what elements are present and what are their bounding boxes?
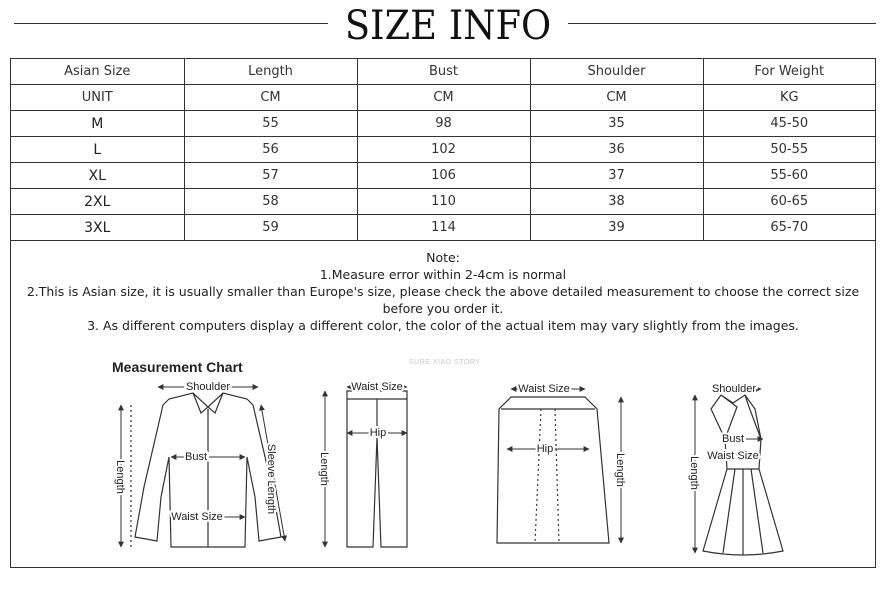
length-cell: 57 [184, 163, 357, 189]
header [0, 0, 891, 52]
size-cell: 3XL [11, 215, 184, 241]
unit-cell: UNIT [11, 85, 184, 111]
shirt-length-label: Length [114, 460, 126, 494]
shoulder-cell: 35 [530, 111, 703, 137]
table-row [11, 215, 875, 241]
length-cell: 55 [184, 111, 357, 137]
shirt-shoulder-label: Shoulder [185, 381, 231, 393]
dress-length-label: Length [688, 456, 700, 490]
dress-shoulder-label: Shoulder [711, 383, 757, 395]
unit-cell: CM [530, 85, 703, 111]
skirt-waist-label: Waist Size [518, 383, 570, 395]
weight-cell: 45-50 [703, 111, 875, 137]
length-cell: 59 [184, 215, 357, 241]
shirt-bust-label: Bust [184, 451, 208, 463]
size-cell: XL [11, 163, 184, 189]
skirt-drawing [497, 397, 609, 543]
pants-drawing [347, 391, 407, 547]
note-line: 2.This is Asian size, it is usually smaller than Europe's size, please check the above detailed measurement to choose the correct size before you order it. [26, 284, 860, 316]
size-table [11, 59, 875, 241]
table-row [11, 189, 875, 215]
bust-cell: 102 [357, 137, 530, 163]
chart-title: Measurement Chart [112, 359, 243, 375]
header-cell: Shoulder [530, 59, 703, 85]
watermark: SURE XIAO STORY [409, 359, 481, 366]
length-cell: 58 [184, 189, 357, 215]
table-header-row [11, 59, 875, 85]
title-rule-left [14, 23, 328, 24]
shoulder-cell: 38 [530, 189, 703, 215]
unit-cell: CM [184, 85, 357, 111]
note-heading: Note: [426, 250, 460, 265]
header-cell: Asian Size [11, 59, 184, 85]
title-rule-right [568, 23, 876, 24]
notes [11, 249, 875, 334]
table-unit-row [11, 85, 875, 111]
dress-bust-label: Bust [721, 433, 745, 445]
dress-drawing [703, 395, 783, 555]
note-line: 3. As different computers display a different color, the color of the actual item may vary slightly from the images. [87, 318, 799, 333]
unit-cell: CM [357, 85, 530, 111]
header-cell: For Weight [703, 59, 875, 85]
dress-waist-label: Waist Size [707, 450, 759, 462]
size-cell: 2XL [11, 189, 184, 215]
weight-cell: 65-70 [703, 215, 875, 241]
weight-cell: 60-65 [703, 189, 875, 215]
skirt-length-label: Length [614, 453, 626, 487]
shirt-drawing [131, 393, 281, 547]
size-cell: M [11, 111, 184, 137]
measurement-chart [11, 347, 875, 569]
unit-cell: KG [703, 85, 875, 111]
weight-cell: 55-60 [703, 163, 875, 189]
pants-hip-label: Hip [369, 427, 387, 439]
shoulder-cell: 37 [530, 163, 703, 189]
length-cell: 56 [184, 137, 357, 163]
header-cell: Length [184, 59, 357, 85]
shirt-sleeve-label: Sleeve Length [265, 443, 277, 515]
table-row [11, 163, 875, 189]
pants-waist-label: Waist Size [351, 381, 403, 393]
weight-cell: 50-55 [703, 137, 875, 163]
shoulder-cell: 36 [530, 137, 703, 163]
page-title: SIZE INFO [344, 3, 552, 49]
table-row [11, 137, 875, 163]
note-line: 1.Measure error within 2-4cm is normal [319, 267, 567, 282]
size-info-sheet [10, 58, 876, 568]
shirt-waist-label: Waist Size [171, 511, 223, 523]
bust-cell: 110 [357, 189, 530, 215]
shoulder-cell: 39 [530, 215, 703, 241]
size-cell: L [11, 137, 184, 163]
skirt-hip-label: Hip [536, 443, 554, 455]
bust-cell: 98 [357, 111, 530, 137]
bust-cell: 114 [357, 215, 530, 241]
table-row [11, 111, 875, 137]
header-cell: Bust [357, 59, 530, 85]
pants-length-label: Length [318, 452, 330, 486]
bust-cell: 106 [357, 163, 530, 189]
garment-drawings [11, 347, 875, 569]
